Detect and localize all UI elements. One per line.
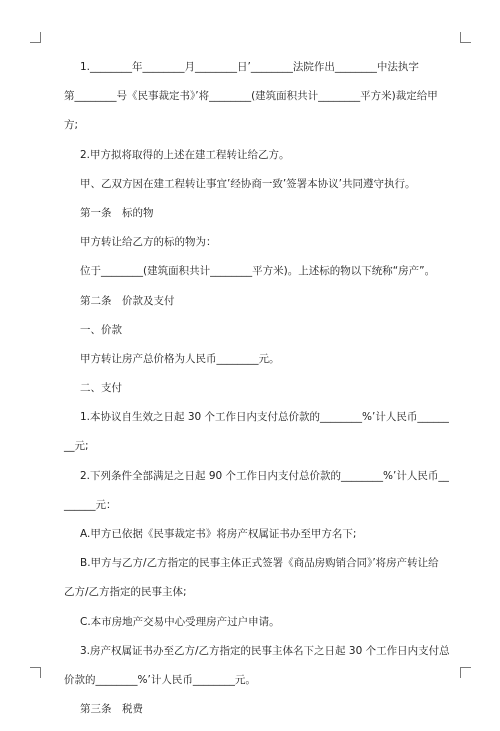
text-line: 2.甲方拟将取得的上述在建工程转让给乙方。 bbox=[80, 148, 290, 161]
text-line: A.甲方已依据《民事裁定书》将房产权属证书办至甲方名下; bbox=[80, 528, 357, 540]
text-line: 甲方转让房产总价格为人民币________元。 bbox=[80, 352, 280, 365]
text-line: B.甲方与乙方/乙方指定的民事主体正式签署《商品房购销合同》’将房产转让给 bbox=[80, 557, 439, 570]
document-body bbox=[64, 60, 450, 731]
text-line: 1.本协议自生效之日起 30 个工作日内支付总价款的________%’计人民币______ bbox=[80, 411, 449, 424]
text-line: 第________号《民事裁定书》’将________(建筑面积共计________平方米)裁定给甲 bbox=[64, 90, 438, 103]
crop-mark-bottom-right bbox=[460, 667, 471, 678]
text-line: 2.下列条件全部满足之日起 90 个工作日内支付总价款的________%’计人民币__ bbox=[80, 469, 449, 482]
subsection-heading: 二、支付 bbox=[80, 382, 122, 395]
text-line: 甲、乙双方因在建工程转让事宜’经协商一致’签署本协议’共同遵守执行。 bbox=[80, 177, 416, 190]
text-line: 位于________(建筑面积共计________平方米)。上述标的物以下统称“房产”。 bbox=[80, 265, 436, 278]
text-line: C.本市房地产交易中心受理房产过户申请。 bbox=[80, 615, 280, 628]
crop-mark-top-right bbox=[460, 32, 471, 43]
text-line: 乙方/乙方指定的民事主体; bbox=[64, 586, 187, 599]
text-line: ______元： bbox=[64, 498, 117, 511]
section-heading: 第三条 税费 bbox=[80, 703, 143, 716]
crop-mark-bottom-left bbox=[30, 667, 41, 678]
crop-mark-top-left bbox=[30, 32, 41, 43]
text-line: 价款的________%’计人民币________元。 bbox=[64, 673, 256, 686]
section-heading: 第一条 标的物 bbox=[80, 206, 154, 219]
text-line: 3.房产权属证书办至乙方/乙方指定的民事主体名下之日起 30 个工作日内支付总 bbox=[80, 644, 450, 657]
text-line: 1.________年________月________日’________法院作出________中法执字 bbox=[80, 61, 419, 73]
text-line: 方; bbox=[64, 119, 79, 132]
text-line: __元; bbox=[64, 440, 89, 453]
section-heading: 第二条 价款及支付 bbox=[80, 294, 175, 307]
subsection-heading: 一、价款 bbox=[80, 323, 122, 336]
text-line: 甲方转让给乙方的标的物为： bbox=[80, 236, 217, 249]
